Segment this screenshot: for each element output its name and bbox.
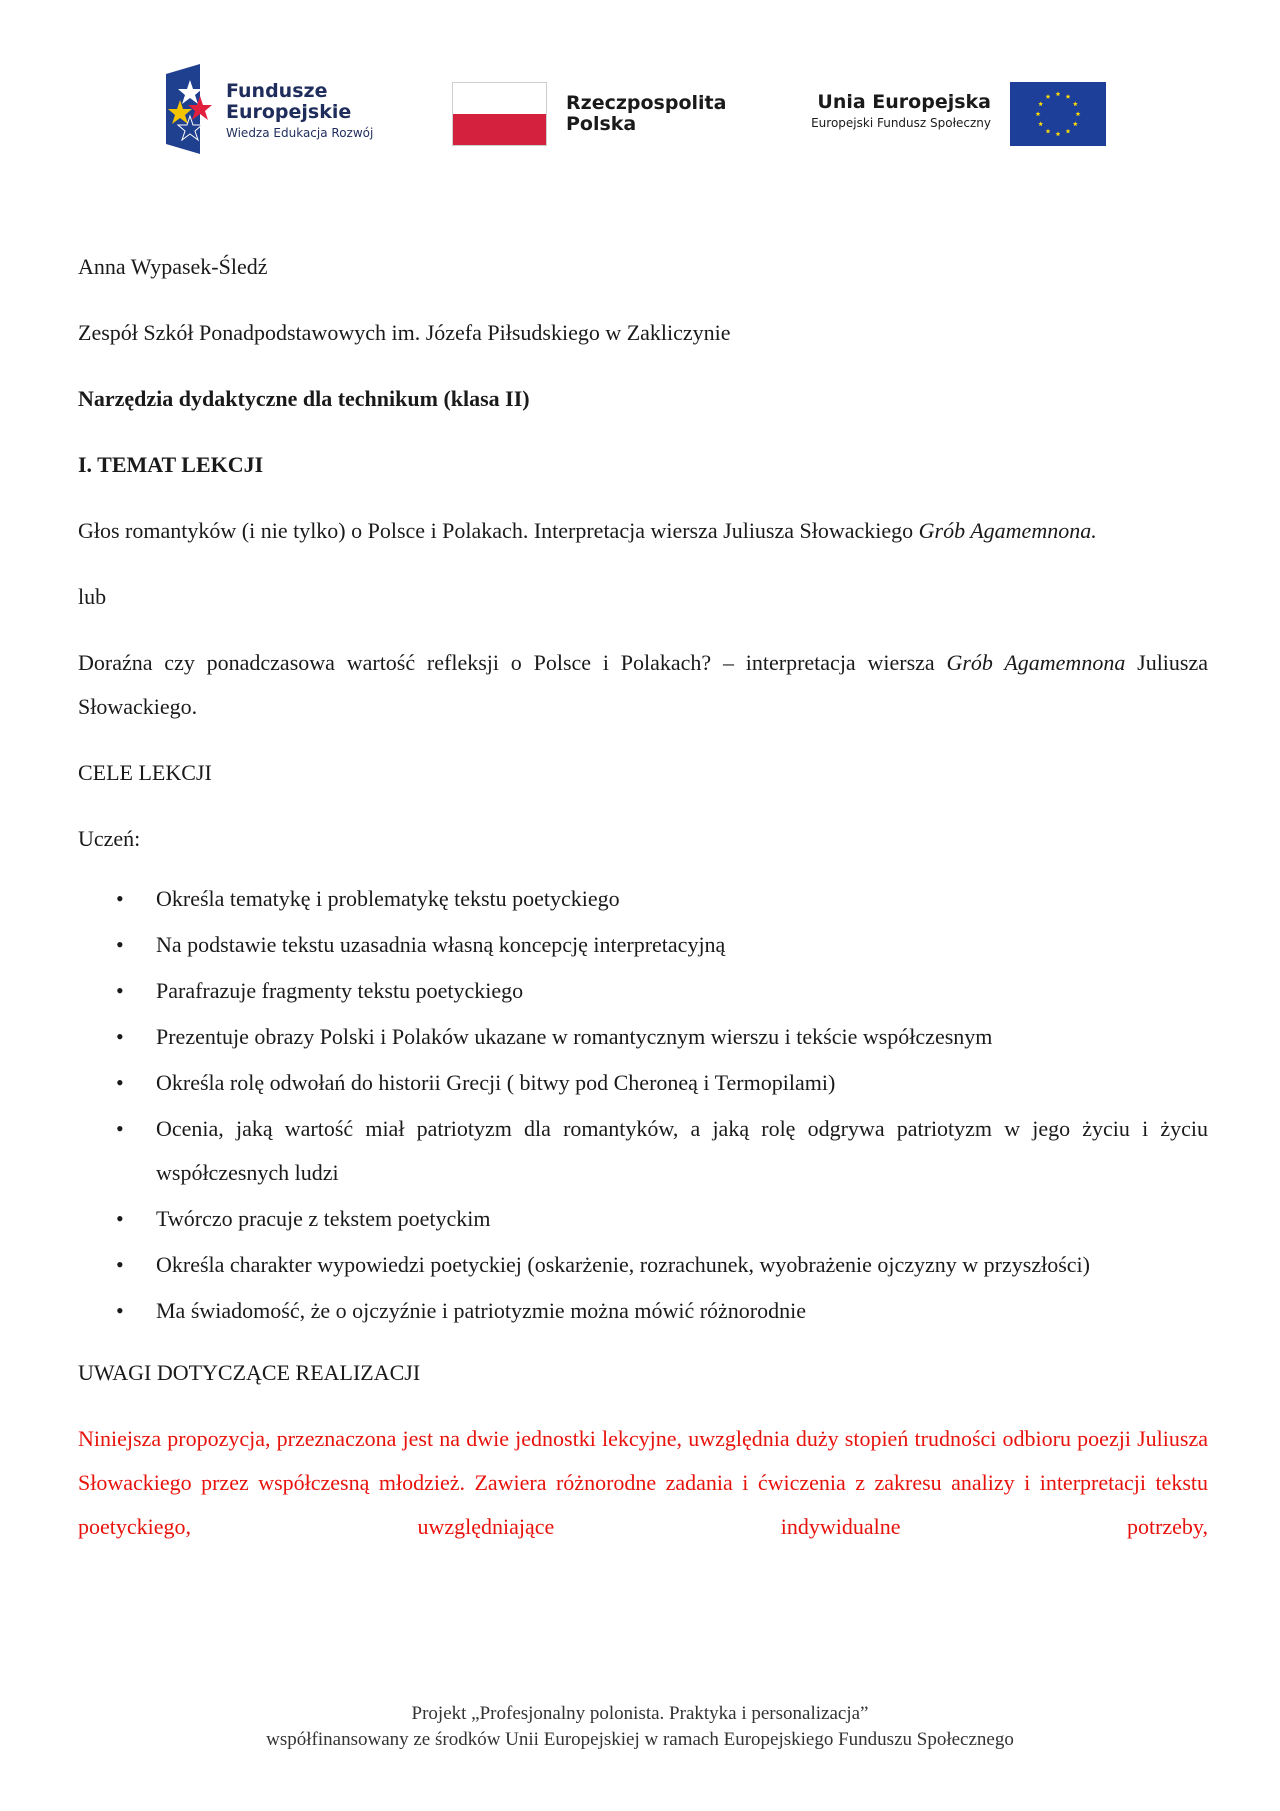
author-name: Anna Wypasek-Śledź [78, 254, 268, 279]
project-footer [0, 1701, 1280, 1753]
eu-star-icon [1056, 91, 1061, 96]
goals-heading: CELE LEKCJI [78, 760, 212, 785]
student-label: Uczeń: [78, 826, 141, 851]
remarks-heading: UWAGI DOTYCZĄCE REALIZACJI [78, 1360, 421, 1385]
rzeczpospolita-polska-logo [452, 82, 742, 146]
eu-star-icon [1038, 101, 1043, 106]
eu-star-icon [1073, 121, 1078, 126]
eu-star-icon [1046, 94, 1051, 99]
eu-star-icon [1073, 101, 1078, 106]
rp-logo-line2: Polska [566, 113, 637, 135]
goals-list [78, 877, 1208, 1333]
remarks-text: Niniejsza propozycja, przeznaczona jest na dwie jednostki lekcyjne, uwzględnia duży stopień trudności odbioru poezji Juliusza Słowackiego przez współczesną młodzież. Zawiera różnorodne zadania i ćwiczenia z zakresu analizy i interpretacji tekstu poetyckiego, uwzględniające indywidualne potrzeby, [78, 1426, 1208, 1539]
ue-logo-line2: Europejski Fundusz Społeczny [811, 116, 991, 130]
list-item: • Parafrazuje fragmenty tekstu poetyckiego [78, 969, 1208, 1013]
list-item: • Określa tematykę i problematykę tekstu poetyckiego [78, 877, 1208, 921]
list-item: • Ocenia, jaką wartość miał patriotyzm dla romantyków, a jaką rolę odgrywa patriotyzm w jego życiu i życiu współczesnych ludzi [78, 1107, 1208, 1195]
eu-star-icon [1066, 129, 1071, 134]
list-item: • Określa rolę odwołań do historii Grecji ( bitwy pod Cheroneą i Termopilami) [78, 1061, 1208, 1105]
rp-logo-line1: Rzeczpospolita [566, 92, 727, 114]
eu-star-icon [1036, 111, 1041, 116]
fe-logo-line2: Europejskie [226, 101, 352, 123]
list-item: • Na podstawie tekstu uzasadnia własną koncepcję interpretacyjną [78, 923, 1208, 967]
ue-logo-line1: Unia Europejska [817, 91, 991, 113]
school-name: Zespół Szkół Ponadpodstawowych im. Józefa Piłsudskiego w Zakliczynie [78, 320, 731, 345]
fundusze-europejskie-logo [164, 64, 404, 156]
list-item: • Twórczo pracuje z tekstem poetyckim [78, 1197, 1208, 1241]
topic-option-2-text: Doraźna czy ponadczasowa wartość refleksji o Polsce i Polakach? – interpretacja wiersza [78, 650, 947, 675]
document-body [78, 245, 1208, 1571]
topic-option-2-title: Grób Agamemnona [946, 650, 1126, 675]
footer-line2: współfinansowany ze środków Unii Europejskiej w ramach Europejskiego Funduszu Społecznego [266, 1729, 1014, 1750]
eu-flag-icon [1010, 82, 1106, 146]
fe-star-emblem-icon [164, 64, 220, 154]
topic-heading: I. TEMAT LEKCJI [78, 452, 264, 477]
eu-star-icon [1038, 121, 1043, 126]
eu-star-icon [1066, 94, 1071, 99]
fe-logo-line1: Fundusze [226, 80, 328, 102]
fe-logo-line3: Wiedza Edukacja Rozwój [226, 126, 374, 140]
topic-option-1-text: Głos romantyków (i nie tylko) o Polsce i Polakach. Interpretacja wiersza Juliusza Słowackiego [78, 518, 919, 543]
list-item: • Ma świadomość, że o ojczyźnie i patriotyzmie można mówić różnorodnie [78, 1289, 1208, 1333]
list-item: • Określa charakter wypowiedzi poetyckiej (oskarżenie, rozrachunek, wyobrażenie ojczyzny w przyszłości) [78, 1243, 1208, 1287]
topic-option-2-tail: Juliusza Słowackiego. [78, 650, 1209, 719]
footer-line1: Projekt „Profesjonalny polonista. Praktyka i personalizacja” [411, 1703, 869, 1724]
or-separator: lub [78, 584, 107, 609]
eu-star-icon [1056, 131, 1061, 136]
eu-star-icon [1046, 129, 1051, 134]
topic-option-1 [78, 509, 1208, 553]
unia-europejska-logo [786, 82, 1106, 148]
eu-star-icon [1076, 111, 1081, 116]
list-item: • Prezentuje obrazy Polski i Polaków ukazane w romantycznym wierszu i tekście współczesnym [78, 1015, 1208, 1059]
tools-heading: Narzędzia dydaktyczne dla technikum (klasa II) [78, 386, 530, 411]
topic-option-2 [78, 641, 1208, 729]
logo-bar [0, 0, 1280, 170]
polish-flag-icon [452, 82, 547, 146]
topic-option-1-title: Grób Agamemnona. [918, 518, 1097, 543]
